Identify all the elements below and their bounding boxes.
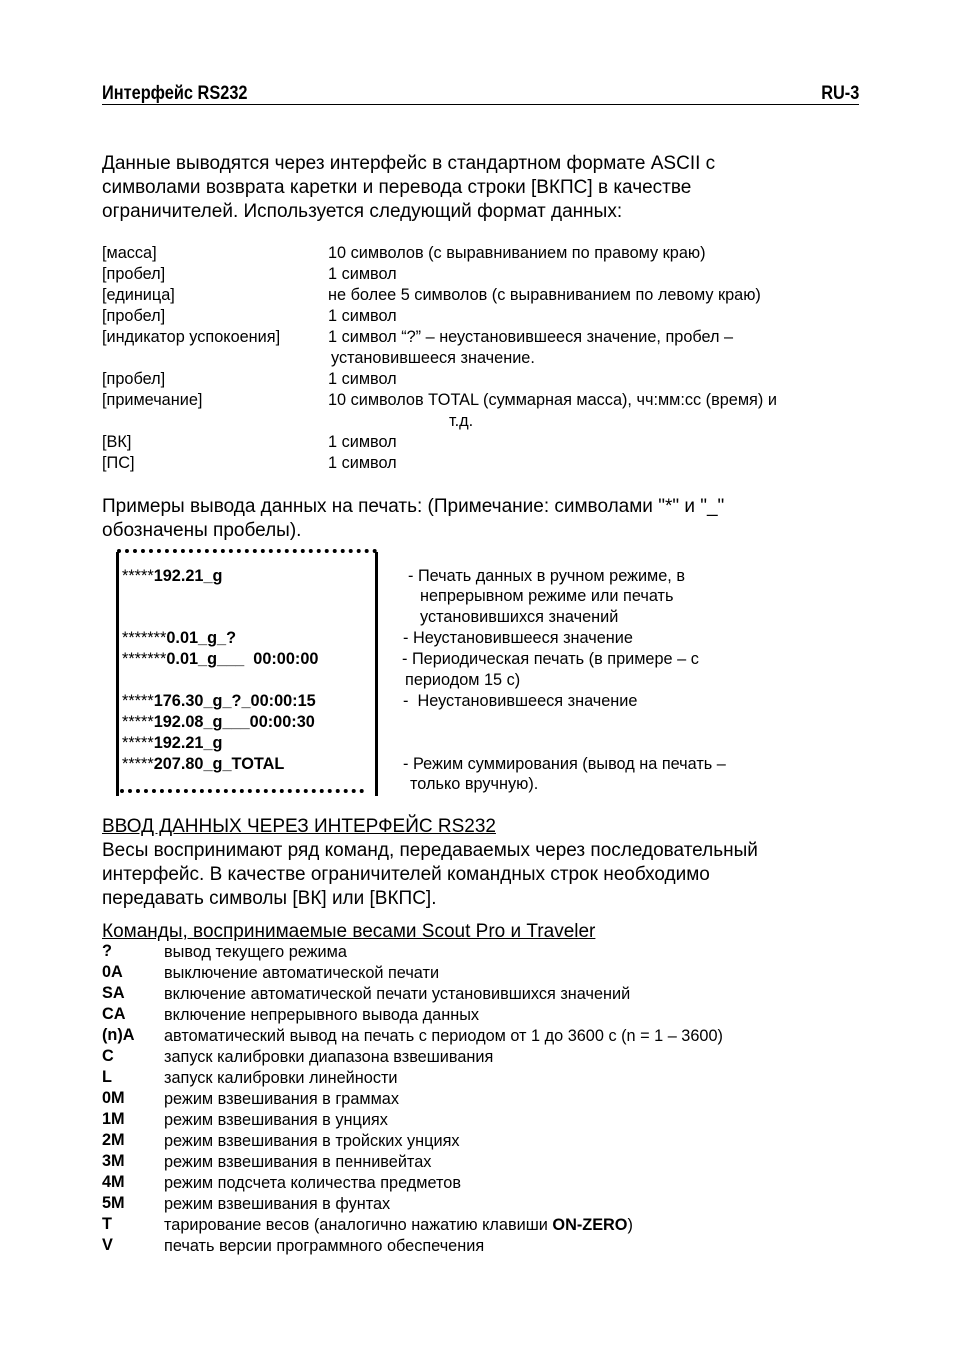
format-field: [ВК] — [102, 433, 132, 451]
printout-note: - Неустановившееся значение — [403, 629, 633, 647]
format-desc: не более 5 символов (с выравниванием по левому краю) — [328, 286, 761, 304]
printout-note: - Режим суммирования (вывод на печать – — [403, 755, 726, 773]
format-field: [единица] — [102, 286, 175, 304]
format-desc-continued: т.д. — [449, 412, 474, 430]
command-code: L — [102, 1068, 112, 1086]
format-desc: 10 символов TOTAL (суммарная масса), чч:мм:сс (время) и — [328, 391, 777, 409]
command-code: T — [102, 1215, 112, 1233]
printout-top-edge — [117, 549, 377, 553]
printout-value: 0.01_g___ 00:00:00 — [166, 650, 319, 668]
printout-value: 207.80_g_TOTAL — [153, 755, 285, 773]
printout-note-continued: установившихся значений — [420, 608, 619, 626]
format-desc: 1 символ — [328, 265, 397, 283]
examples-intro-line: обозначены пробелы). — [102, 520, 302, 541]
printout-note: - Периодическая печать (в примере – с — [402, 650, 699, 668]
printout-value: 176.30_g_?_00:00:15 — [153, 692, 316, 710]
command-desc — [164, 1216, 633, 1235]
intro-line: символами возврата каретки и перевода строки [ВКПС] в качестве — [102, 177, 692, 198]
command-desc: включение автоматической печати установившихся значений — [164, 985, 631, 1003]
format-desc: 1 символ — [328, 307, 397, 325]
command-desc: режим взвешивания в граммах — [164, 1090, 399, 1108]
format-field: [пробел] — [102, 265, 166, 283]
command-code: 5M — [102, 1194, 125, 1212]
printout-value: 0.01_g_? — [166, 629, 237, 647]
printout-note: - Неустановившееся значение — [403, 692, 638, 710]
printout-value: 192.08_g___00:00:30 — [153, 713, 315, 731]
format-field: [индикатор успокоения] — [102, 328, 281, 346]
commands-heading: Команды, воспринимаемые весами Scout Pro и Traveler — [102, 921, 596, 942]
input-section-line: Весы воспринимают ряд команд, передаваемых через последовательный — [102, 840, 758, 861]
printout-note-continued: непрерывном режиме или печать — [420, 587, 674, 605]
format-desc-continued: установившееся значение. — [331, 349, 535, 367]
printout-note-continued: периодом 15 с) — [405, 671, 521, 689]
format-desc: 1 символ — [328, 454, 397, 472]
page-number: RU-3 — [820, 83, 859, 104]
command-desc: режим взвешивания в фунтах — [164, 1195, 391, 1213]
format-desc: 10 символов (с выравниванием по правому краю) — [328, 244, 706, 262]
printout-line — [122, 628, 236, 649]
format-field: [пробел] — [102, 307, 166, 325]
input-section-line: передавать символы [ВК] или [ВКПС]. — [102, 888, 437, 909]
intro-line: ограничителей. Используется следующий формат данных: — [102, 201, 623, 222]
commands-list — [0, 942, 954, 1262]
printout-prefix: ***** — [122, 734, 154, 752]
command-code: 1M — [102, 1110, 125, 1128]
command-desc-end: ) — [627, 1216, 633, 1234]
printout-prefix: ***** — [122, 692, 154, 710]
input-section-heading: ВВОД ДАННЫХ ЧЕРЕЗ ИНТЕРФЕЙС RS232 — [102, 816, 496, 837]
printout-line — [122, 754, 284, 775]
printout-prefix: ******* — [122, 650, 167, 668]
command-code: 4M — [102, 1173, 125, 1191]
command-desc-text: тарирование весов (аналогично нажатию клавиши — [164, 1216, 553, 1234]
printout-line — [122, 691, 316, 712]
command-desc: режим взвешивания в унциях — [164, 1111, 388, 1129]
format-field: [масса] — [102, 244, 157, 262]
command-code: (n)A — [102, 1026, 135, 1044]
page-header-title: Интерфейс RS232 — [102, 83, 248, 104]
format-desc: 1 символ “?” – неустановившееся значение, пробел – — [328, 328, 734, 346]
examples-intro — [102, 495, 724, 543]
command-code: 0A — [102, 963, 123, 981]
printout-prefix: ******* — [122, 629, 167, 647]
command-code: V — [102, 1236, 113, 1254]
printout-prefix: ***** — [122, 755, 154, 773]
command-code: CA — [102, 1005, 126, 1023]
command-desc: вывод текущего режима — [164, 943, 347, 961]
printout-value: 192.21_g — [153, 734, 223, 752]
printout-bottom-edge — [120, 789, 364, 793]
intro-paragraph — [102, 152, 715, 224]
format-field: [примечание] — [102, 391, 203, 409]
key-name: ON-ZERO — [552, 1216, 628, 1234]
printout-line — [122, 712, 315, 733]
intro-line: Данные выводятся через интерфейс в стандартном формате ASCII с — [102, 153, 716, 174]
command-desc: автоматический вывод на печать с периодом от 1 до 3600 с (n = 1 – 3600) — [164, 1027, 723, 1045]
format-desc: 1 символ — [328, 433, 397, 451]
command-desc: режим взвешивания в пеннивейтах — [164, 1153, 432, 1171]
command-code: 0M — [102, 1089, 125, 1107]
printout-line — [122, 733, 223, 754]
command-code: 2M — [102, 1131, 125, 1149]
header-rule — [102, 104, 859, 105]
command-code: C — [102, 1047, 114, 1065]
printout-prefix: ***** — [122, 713, 154, 731]
printout-prefix: ***** — [122, 567, 154, 585]
format-table — [102, 243, 862, 473]
printout-value: 192.21_g — [153, 567, 223, 585]
command-desc: выключение автоматической печати — [164, 964, 440, 982]
printout-line — [122, 649, 318, 670]
printout-line — [122, 566, 223, 587]
command-desc: запуск калибровки диапазона взвешивания — [164, 1048, 494, 1066]
input-section — [102, 815, 758, 911]
command-code: ? — [102, 942, 112, 960]
command-desc: печать версии программного обеспечения — [164, 1237, 485, 1255]
input-section-line: интерфейс. В качестве ограничителей командных строк необходимо — [102, 864, 710, 885]
command-desc: режим подсчета количества предметов — [164, 1174, 461, 1192]
format-desc: 1 символ — [328, 370, 397, 388]
printout-right-edge — [375, 552, 378, 796]
command-desc: режим взвешивания в тройских унциях — [164, 1132, 460, 1150]
format-field: [пробел] — [102, 370, 166, 388]
printout-note: - Печать данных в ручном режиме, в — [408, 567, 685, 585]
command-desc: запуск калибровки линейности — [164, 1069, 398, 1087]
printout-notes — [400, 566, 860, 796]
command-code: 3M — [102, 1152, 125, 1170]
examples-intro-line: Примеры вывода данных на печать: (Примечание: символами "*" и "_" — [102, 496, 725, 517]
printout-left-edge — [116, 552, 119, 796]
command-desc: включение непрерывного вывода данных — [164, 1006, 480, 1024]
format-field: [ПС] — [102, 454, 135, 472]
command-code: SA — [102, 984, 125, 1002]
printout-note-continued: только вручную). — [410, 775, 539, 793]
